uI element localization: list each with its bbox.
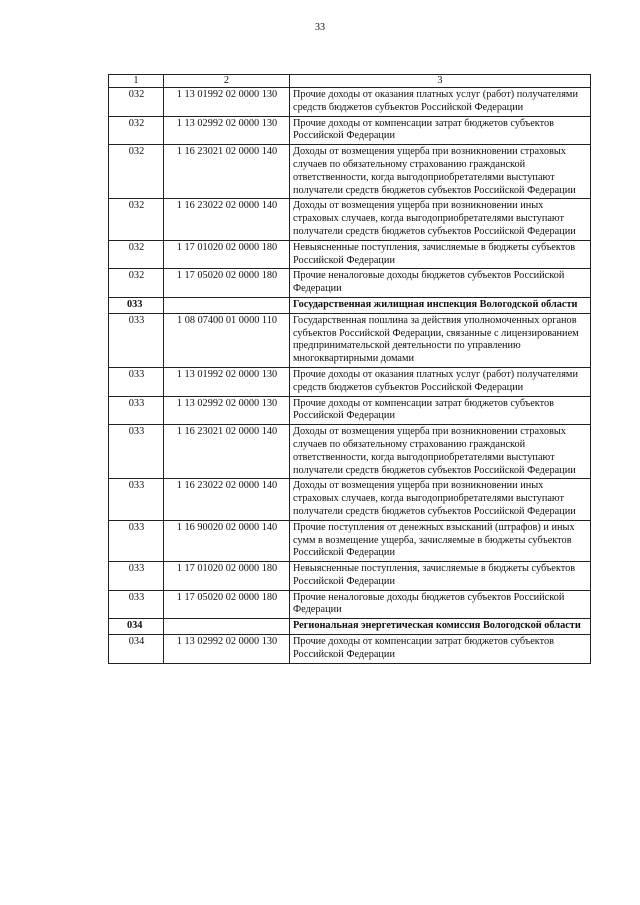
revenue-code-cell: 1 13 02992 02 0000 130 — [164, 396, 290, 425]
revenue-code-cell: 1 17 01020 02 0000 180 — [164, 562, 290, 591]
revenue-name-cell: Прочие доходы от оказания платных услуг (работ) получателями средств бюджетов субъектов Российской Федерации — [290, 367, 591, 396]
revenue-name-cell: Прочие доходы от компенсации затрат бюджетов субъектов Российской Федерации — [290, 635, 591, 664]
revenue-code-cell: 1 17 05020 02 0000 180 — [164, 269, 290, 298]
admin-code-cell: 032 — [109, 88, 164, 117]
revenue-code-cell — [164, 297, 290, 313]
revenue-name-cell: Доходы от возмещения ущерба при возникновении иных страховых случаев, когда выгодоприобретателями выступают получатели средств бюджетов субъектов Российской Федерации — [290, 479, 591, 520]
revenue-code-cell: 1 17 01020 02 0000 180 — [164, 240, 290, 269]
table-row — [109, 590, 591, 619]
revenue-name-cell: Доходы от возмещения ущерба при возникновении страховых случаев по обязательному страхованию гражданской ответственности, когда выгодоприобретателями выступают получатели средств бюджетов субъектов Российской Федерации — [290, 425, 591, 479]
admin-code-cell: 033 — [109, 590, 164, 619]
revenue-code-cell — [164, 619, 290, 635]
page-number: 33 — [315, 22, 325, 33]
revenue-name-cell: Прочие доходы от компенсации затрат бюджетов субъектов Российской Федерации — [290, 116, 591, 145]
admin-code-cell: 034 — [109, 619, 164, 635]
table-row — [109, 116, 591, 145]
table-row — [109, 88, 591, 117]
table-row — [109, 635, 591, 664]
table-row — [109, 479, 591, 520]
revenue-name-cell: Прочие поступления от денежных взысканий (штрафов) и иных сумм в возмещение ущерба, зачисляемые в бюджеты субъектов Российской Федерации — [290, 520, 591, 561]
admin-code-cell: 033 — [109, 367, 164, 396]
table-row — [109, 367, 591, 396]
revenue-code-cell: 1 13 01992 02 0000 130 — [164, 88, 290, 117]
admin-code-cell: 033 — [109, 396, 164, 425]
revenue-name-cell: Невыясненные поступления, зачисляемые в бюджеты субъектов Российской Федерации — [290, 562, 591, 591]
revenue-code-cell: 1 16 90020 02 0000 140 — [164, 520, 290, 561]
column-header-code: 2 — [164, 75, 290, 88]
column-header-admin: 1 — [109, 75, 164, 88]
revenue-code-cell: 1 13 02992 02 0000 130 — [164, 635, 290, 664]
admin-code-cell: 033 — [109, 297, 164, 313]
table-row — [109, 240, 591, 269]
admin-code-cell: 032 — [109, 145, 164, 199]
table-row — [109, 145, 591, 199]
revenue-name-cell: Прочие доходы от компенсации затрат бюджетов субъектов Российской Федерации — [290, 396, 591, 425]
table-row — [109, 562, 591, 591]
table-row — [109, 269, 591, 298]
admin-code-cell: 033 — [109, 479, 164, 520]
admin-code-cell: 032 — [109, 269, 164, 298]
revenue-code-cell: 1 16 23021 02 0000 140 — [164, 145, 290, 199]
revenue-code-cell: 1 17 05020 02 0000 180 — [164, 590, 290, 619]
table-row — [109, 520, 591, 561]
revenue-code-cell: 1 16 23021 02 0000 140 — [164, 425, 290, 479]
admin-code-cell: 032 — [109, 199, 164, 240]
revenue-code-cell: 1 16 23022 02 0000 140 — [164, 479, 290, 520]
revenue-name-cell: Региональная энергетическая комиссия Вологодской области — [290, 619, 591, 635]
revenue-name-cell: Государственная жилищная инспекция Вологодской области — [290, 297, 591, 313]
revenue-name-cell: Доходы от возмещения ущерба при возникновении иных страховых случаев, когда выгодоприобретателями выступают получатели средств бюджетов субъектов Российской Федерации — [290, 199, 591, 240]
revenue-name-cell: Прочие неналоговые доходы бюджетов субъектов Российской Федерации — [290, 590, 591, 619]
admin-code-cell: 032 — [109, 116, 164, 145]
admin-code-cell: 033 — [109, 520, 164, 561]
revenue-name-cell: Прочие неналоговые доходы бюджетов субъектов Российской Федерации — [290, 269, 591, 298]
admin-code-cell: 032 — [109, 240, 164, 269]
revenue-table — [108, 74, 591, 664]
revenue-code-cell: 1 13 01992 02 0000 130 — [164, 367, 290, 396]
admin-code-cell: 033 — [109, 562, 164, 591]
revenue-code-cell: 1 13 02992 02 0000 130 — [164, 116, 290, 145]
table-row — [109, 199, 591, 240]
revenue-code-cell: 1 16 23022 02 0000 140 — [164, 199, 290, 240]
table-section-row — [109, 619, 591, 635]
revenue-name-cell: Государственная пошлина за действия уполномоченных органов субъектов Российской Федерации, связанные с лицензированием предпринимательской деятельности по управлению многоквартирными домами — [290, 313, 591, 367]
table-row — [109, 396, 591, 425]
revenue-code-cell: 1 08 07400 01 0000 110 — [164, 313, 290, 367]
column-header-name: 3 — [290, 75, 591, 88]
admin-code-cell: 034 — [109, 635, 164, 664]
admin-code-cell: 033 — [109, 425, 164, 479]
admin-code-cell: 033 — [109, 313, 164, 367]
revenue-name-cell: Невыясненные поступления, зачисляемые в бюджеты субъектов Российской Федерации — [290, 240, 591, 269]
table-body — [109, 88, 591, 664]
table-row — [109, 425, 591, 479]
table-header-row — [109, 75, 591, 88]
revenue-name-cell: Прочие доходы от оказания платных услуг (работ) получателями средств бюджетов субъектов Российской Федерации — [290, 88, 591, 117]
table-section-row — [109, 297, 591, 313]
revenue-name-cell: Доходы от возмещения ущерба при возникновении страховых случаев по обязательному страхованию гражданской ответственности, когда выгодоприобретателями выступают получатели средств бюджетов субъектов Российской Федерации — [290, 145, 591, 199]
table-row — [109, 313, 591, 367]
